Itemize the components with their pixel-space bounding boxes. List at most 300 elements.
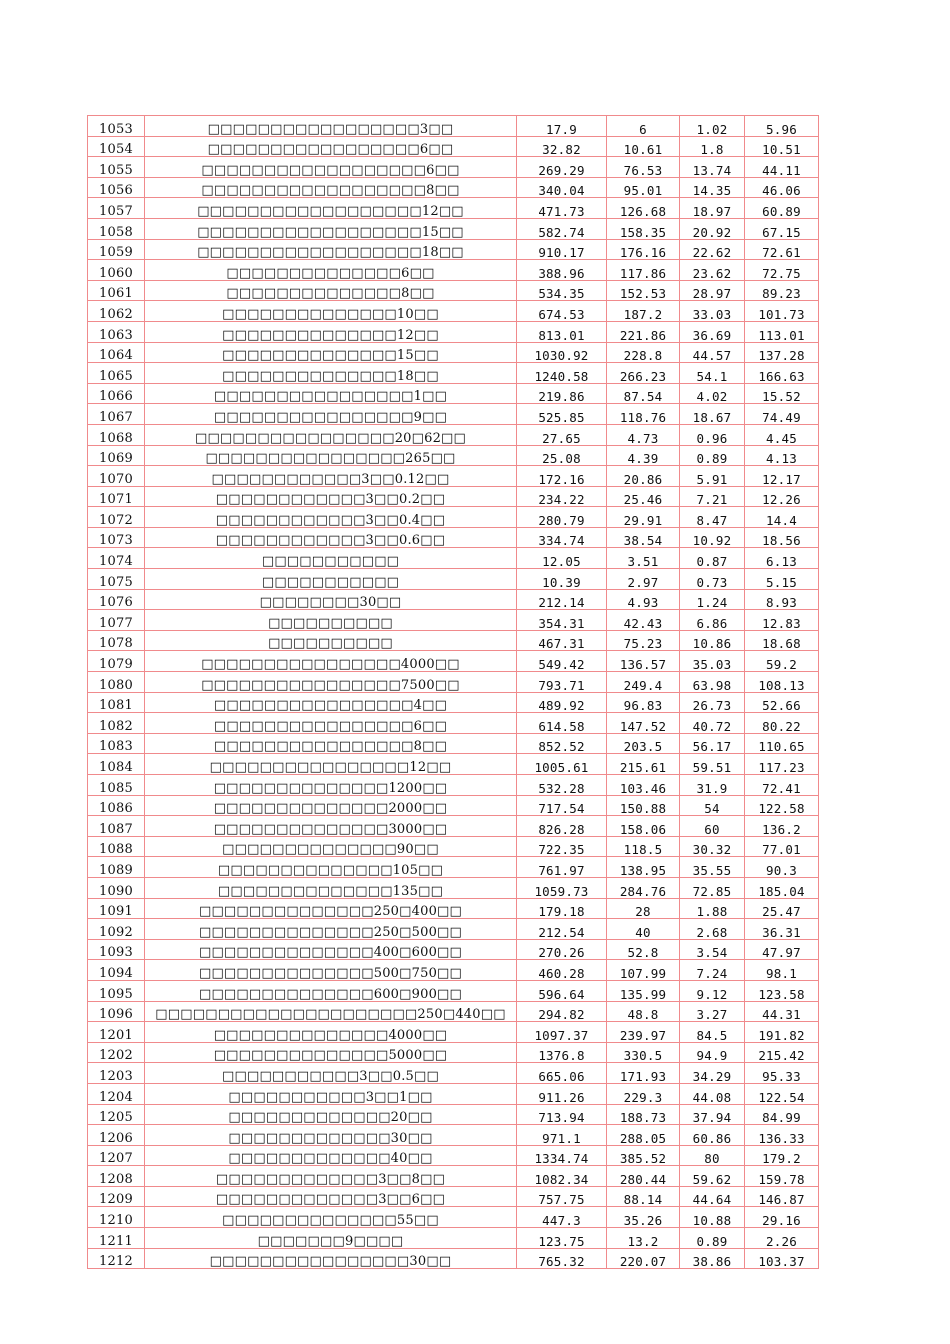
cell-value-2: 75.23 — [607, 630, 680, 651]
table-row — [88, 775, 819, 796]
table-row — [88, 754, 819, 775]
cell-description: □□□□□□□□□□□□□□□□□□15□□ — [145, 218, 517, 239]
cell-code: 1068 — [88, 424, 145, 445]
cell-description: □□□□□□□□□□□□□□□□8□□ — [145, 733, 517, 754]
cell-description: □□□□□□□□□□□□□□□□6□□ — [145, 713, 517, 734]
cell-code: 1088 — [88, 836, 145, 857]
table-row — [88, 836, 819, 857]
table-row — [88, 1001, 819, 1022]
cell-value-2: 107.99 — [607, 960, 680, 981]
cell-value-2: 88.14 — [607, 1186, 680, 1207]
cell-value-4: 166.63 — [745, 363, 819, 384]
cell-value-4: 185.04 — [745, 877, 819, 898]
table-row — [88, 424, 819, 445]
cell-description: □□□□□□□□□□□□□□12□□ — [145, 321, 517, 342]
cell-value-2: 284.76 — [607, 877, 680, 898]
cell-code: 1086 — [88, 795, 145, 816]
table-row — [88, 610, 819, 631]
cell-value-4: 12.83 — [745, 610, 819, 631]
cell-value-4: 90.3 — [745, 857, 819, 878]
table-row — [88, 218, 819, 239]
cell-description: □□□□□□□□□□□□□□250□500□□ — [145, 919, 517, 940]
cell-value-4: 18.68 — [745, 630, 819, 651]
cell-description: □□□□□□□□□□□□□□400□600□□ — [145, 939, 517, 960]
cell-value-1: 722.35 — [517, 836, 607, 857]
cell-code: 1067 — [88, 404, 145, 425]
cell-value-2: 6 — [607, 116, 680, 137]
cell-description: □□□□□□□□□□□□□□□□□6□□ — [145, 136, 517, 157]
table-row — [88, 363, 819, 384]
table-row — [88, 1104, 819, 1125]
cell-value-3: 36.69 — [680, 321, 745, 342]
cell-value-3: 10.86 — [680, 630, 745, 651]
cell-code: 1210 — [88, 1207, 145, 1228]
cell-value-2: 135.99 — [607, 980, 680, 1001]
cell-description: □□□□□□□□□□□□□□105□□ — [145, 857, 517, 878]
cell-value-3: 84.5 — [680, 1022, 745, 1043]
cell-value-4: 46.06 — [745, 177, 819, 198]
cell-value-3: 59.51 — [680, 754, 745, 775]
cell-description: □□□□□□□□□□□□□20□□ — [145, 1104, 517, 1125]
table-row — [88, 816, 819, 837]
table-row — [88, 1042, 819, 1063]
table-row — [88, 1125, 819, 1146]
cell-value-3: 6.86 — [680, 610, 745, 631]
cell-description: □□□□□□□□□□□□3□□0.4□□ — [145, 507, 517, 528]
table-row — [88, 280, 819, 301]
cell-value-4: 2.26 — [745, 1228, 819, 1249]
table-row — [88, 692, 819, 713]
cell-value-3: 14.35 — [680, 177, 745, 198]
cell-value-4: 67.15 — [745, 218, 819, 239]
cell-description: □□□□□□□□□□□ — [145, 569, 517, 590]
cell-value-2: 288.05 — [607, 1125, 680, 1146]
table-row — [88, 342, 819, 363]
cell-value-4: 15.52 — [745, 383, 819, 404]
cell-description: □□□□□□□□□□□□□□□□□□18□□ — [145, 239, 517, 260]
cell-code: 1062 — [88, 301, 145, 322]
cell-value-4: 4.45 — [745, 424, 819, 445]
cell-description: □□□□□□□□□□□□□□□□30□□ — [145, 1248, 517, 1269]
cell-value-1: 388.96 — [517, 260, 607, 281]
cell-value-1: 532.28 — [517, 775, 607, 796]
cell-value-1: 17.9 — [517, 116, 607, 137]
cell-value-4: 44.11 — [745, 157, 819, 178]
cell-value-1: 713.94 — [517, 1104, 607, 1125]
cell-value-3: 1.88 — [680, 898, 745, 919]
cell-value-2: 158.35 — [607, 218, 680, 239]
cell-value-2: 38.54 — [607, 527, 680, 548]
cell-value-4: 5.96 — [745, 116, 819, 137]
cell-code: 1096 — [88, 1001, 145, 1022]
cell-description: □□□□□□□□□□□□□□□□□□□□□250□440□□ — [145, 1001, 517, 1022]
cell-value-1: 467.31 — [517, 630, 607, 651]
cell-value-4: 77.01 — [745, 836, 819, 857]
cell-value-4: 12.26 — [745, 486, 819, 507]
cell-value-2: 171.93 — [607, 1063, 680, 1084]
cell-description: □□□□□□□□□□□□□□250□400□□ — [145, 898, 517, 919]
cell-value-1: 674.53 — [517, 301, 607, 322]
cell-code: 1061 — [88, 280, 145, 301]
cell-value-4: 215.42 — [745, 1042, 819, 1063]
table-row — [88, 383, 819, 404]
cell-value-4: 122.58 — [745, 795, 819, 816]
cell-value-3: 0.96 — [680, 424, 745, 445]
cell-value-4: 89.23 — [745, 280, 819, 301]
cell-value-2: 103.46 — [607, 775, 680, 796]
cell-value-3: 60.86 — [680, 1125, 745, 1146]
cell-value-3: 10.88 — [680, 1207, 745, 1228]
cell-value-3: 7.24 — [680, 960, 745, 981]
cell-value-4: 122.54 — [745, 1083, 819, 1104]
cell-description: □□□□□□□□□□□□□□□□4000□□ — [145, 651, 517, 672]
table-row — [88, 589, 819, 610]
cell-description: □□□□□□□□□□□□□□2000□□ — [145, 795, 517, 816]
cell-description: □□□□□□□□□□ — [145, 610, 517, 631]
cell-description: □□□□□□□□□□□□□□□□□□12□□ — [145, 198, 517, 219]
cell-value-1: 334.74 — [517, 527, 607, 548]
cell-value-3: 40.72 — [680, 713, 745, 734]
cell-value-1: 179.18 — [517, 898, 607, 919]
cell-code: 1209 — [88, 1186, 145, 1207]
cell-code: 1080 — [88, 672, 145, 693]
cell-value-4: 108.13 — [745, 672, 819, 693]
cell-value-1: 911.26 — [517, 1083, 607, 1104]
cell-description: □□□□□□□□□□□□□□135□□ — [145, 877, 517, 898]
cell-value-3: 0.89 — [680, 1228, 745, 1249]
cell-value-1: 25.08 — [517, 445, 607, 466]
cell-description: □□□□□□□□□□□□□□55□□ — [145, 1207, 517, 1228]
cell-value-4: 47.97 — [745, 939, 819, 960]
cell-value-4: 136.2 — [745, 816, 819, 837]
cell-value-1: 582.74 — [517, 218, 607, 239]
cell-value-1: 269.29 — [517, 157, 607, 178]
cell-value-3: 7.21 — [680, 486, 745, 507]
cell-code: 1057 — [88, 198, 145, 219]
cell-description: □□□□□□□□□□□□□□18□□ — [145, 363, 517, 384]
table-row — [88, 157, 819, 178]
cell-description: □□□□□□□□□□□□□□6□□ — [145, 260, 517, 281]
cell-value-2: 20.86 — [607, 466, 680, 487]
cell-value-1: 27.65 — [517, 424, 607, 445]
table-row — [88, 239, 819, 260]
cell-value-2: 28 — [607, 898, 680, 919]
cell-value-3: 20.92 — [680, 218, 745, 239]
cell-value-4: 60.89 — [745, 198, 819, 219]
table-row — [88, 548, 819, 569]
cell-description: □□□□□□□□□□□□□□□□9□□ — [145, 404, 517, 425]
cell-value-4: 95.33 — [745, 1063, 819, 1084]
table-row — [88, 733, 819, 754]
cell-value-4: 6.13 — [745, 548, 819, 569]
cell-value-3: 8.47 — [680, 507, 745, 528]
table-row — [88, 713, 819, 734]
table-body — [88, 116, 819, 1269]
cell-value-1: 1030.92 — [517, 342, 607, 363]
table-row — [88, 939, 819, 960]
cell-code: 1073 — [88, 527, 145, 548]
cell-value-3: 44.64 — [680, 1186, 745, 1207]
cell-value-1: 234.22 — [517, 486, 607, 507]
cell-value-3: 37.94 — [680, 1104, 745, 1125]
cell-value-2: 29.91 — [607, 507, 680, 528]
cell-value-1: 489.92 — [517, 692, 607, 713]
cell-code: 1081 — [88, 692, 145, 713]
cell-code: 1211 — [88, 1228, 145, 1249]
cell-description: □□□□□□□□30□□ — [145, 589, 517, 610]
cell-value-2: 118.76 — [607, 404, 680, 425]
cell-description: □□□□□□□□□□□□□□□□1□□ — [145, 383, 517, 404]
cell-description: □□□□□□□□□□□□□□□□265□□ — [145, 445, 517, 466]
cell-value-1: 340.04 — [517, 177, 607, 198]
cell-code: 1082 — [88, 713, 145, 734]
cell-value-3: 60 — [680, 816, 745, 837]
cell-code: 1095 — [88, 980, 145, 1001]
cell-value-1: 12.05 — [517, 548, 607, 569]
cell-value-3: 54.1 — [680, 363, 745, 384]
table-row — [88, 1022, 819, 1043]
cell-value-3: 0.89 — [680, 445, 745, 466]
cell-value-2: 2.97 — [607, 569, 680, 590]
cell-value-2: 138.95 — [607, 857, 680, 878]
cell-value-4: 72.75 — [745, 260, 819, 281]
cell-code: 1060 — [88, 260, 145, 281]
cell-value-2: 215.61 — [607, 754, 680, 775]
cell-code: 1201 — [88, 1022, 145, 1043]
cell-value-2: 239.97 — [607, 1022, 680, 1043]
cell-value-2: 152.53 — [607, 280, 680, 301]
cell-value-1: 219.86 — [517, 383, 607, 404]
cell-description: □□□□□□□□□□□□□□□□20□62□□ — [145, 424, 517, 445]
cell-value-4: 110.65 — [745, 733, 819, 754]
cell-value-3: 56.17 — [680, 733, 745, 754]
cell-value-3: 80 — [680, 1145, 745, 1166]
cell-value-1: 534.35 — [517, 280, 607, 301]
cell-value-3: 59.62 — [680, 1166, 745, 1187]
cell-value-2: 13.2 — [607, 1228, 680, 1249]
cell-value-1: 717.54 — [517, 795, 607, 816]
cell-value-2: 40 — [607, 919, 680, 940]
cell-value-4: 72.61 — [745, 239, 819, 260]
table-row — [88, 260, 819, 281]
cell-value-2: 228.8 — [607, 342, 680, 363]
cell-value-2: 150.88 — [607, 795, 680, 816]
cell-value-3: 31.9 — [680, 775, 745, 796]
cell-code: 1085 — [88, 775, 145, 796]
cell-code: 1059 — [88, 239, 145, 260]
cell-value-2: 249.4 — [607, 672, 680, 693]
cell-value-3: 23.62 — [680, 260, 745, 281]
cell-code: 1065 — [88, 363, 145, 384]
cell-value-3: 94.9 — [680, 1042, 745, 1063]
cell-description: □□□□□□□□□□□□□□3000□□ — [145, 816, 517, 837]
cell-value-2: 187.2 — [607, 301, 680, 322]
cell-value-4: 14.4 — [745, 507, 819, 528]
cell-value-2: 52.8 — [607, 939, 680, 960]
cell-value-3: 63.98 — [680, 672, 745, 693]
cell-value-4: 74.49 — [745, 404, 819, 425]
cell-code: 1066 — [88, 383, 145, 404]
cell-description: □□□□□□□□□□□□□□□□7500□□ — [145, 672, 517, 693]
cell-value-2: 280.44 — [607, 1166, 680, 1187]
cell-code: 1074 — [88, 548, 145, 569]
cell-code: 1207 — [88, 1145, 145, 1166]
cell-description: □□□□□□□□□□□□□□□□□□8□□ — [145, 177, 517, 198]
cell-value-4: 52.66 — [745, 692, 819, 713]
cell-code: 1078 — [88, 630, 145, 651]
cell-description: □□□□□□□□□□□3□□0.5□□ — [145, 1063, 517, 1084]
cell-value-1: 761.97 — [517, 857, 607, 878]
cell-description: □□□□□□□□□□□□□□□□12□□ — [145, 754, 517, 775]
cell-value-1: 765.32 — [517, 1248, 607, 1269]
cell-value-2: 158.06 — [607, 816, 680, 837]
cell-value-2: 96.83 — [607, 692, 680, 713]
table-row — [88, 301, 819, 322]
cell-description: □□□□□□□□□□□3□□1□□ — [145, 1083, 517, 1104]
cell-value-2: 48.8 — [607, 1001, 680, 1022]
cell-value-3: 44.57 — [680, 342, 745, 363]
table-row — [88, 466, 819, 487]
cell-value-4: 72.41 — [745, 775, 819, 796]
cell-description: □□□□□□□□□□□ — [145, 548, 517, 569]
cell-code: 1077 — [88, 610, 145, 631]
cell-value-4: 25.47 — [745, 898, 819, 919]
cell-code: 1206 — [88, 1125, 145, 1146]
cell-value-3: 13.74 — [680, 157, 745, 178]
cell-description: □□□□□□□□□□□□□□8□□ — [145, 280, 517, 301]
table-row — [88, 651, 819, 672]
table-row — [88, 630, 819, 651]
cell-code: 1054 — [88, 136, 145, 157]
cell-code: 1083 — [88, 733, 145, 754]
cell-value-4: 191.82 — [745, 1022, 819, 1043]
cell-value-4: 59.2 — [745, 651, 819, 672]
cell-value-2: 95.01 — [607, 177, 680, 198]
cell-value-1: 826.28 — [517, 816, 607, 837]
cell-value-4: 80.22 — [745, 713, 819, 734]
cell-code: 1075 — [88, 569, 145, 590]
cell-value-2: 229.3 — [607, 1083, 680, 1104]
cell-code: 1204 — [88, 1083, 145, 1104]
cell-description: □□□□□□□□□□□□□□500□750□□ — [145, 960, 517, 981]
cell-description: □□□□□□□□□□□□□□600□900□□ — [145, 980, 517, 1001]
cell-value-1: 813.01 — [517, 321, 607, 342]
table-row — [88, 1063, 819, 1084]
cell-code: 1212 — [88, 1248, 145, 1269]
cell-value-3: 33.03 — [680, 301, 745, 322]
cell-code: 1053 — [88, 116, 145, 137]
table-row — [88, 116, 819, 137]
cell-value-3: 35.03 — [680, 651, 745, 672]
cell-value-1: 123.75 — [517, 1228, 607, 1249]
cell-value-3: 26.73 — [680, 692, 745, 713]
cell-value-4: 5.15 — [745, 569, 819, 590]
cell-value-2: 4.39 — [607, 445, 680, 466]
cell-value-4: 103.37 — [745, 1248, 819, 1269]
cell-value-1: 910.17 — [517, 239, 607, 260]
cell-description: □□□□□□□□□□□□□30□□ — [145, 1125, 517, 1146]
cell-value-3: 1.02 — [680, 116, 745, 137]
cell-value-4: 98.1 — [745, 960, 819, 981]
cell-value-1: 1240.58 — [517, 363, 607, 384]
cell-code: 1063 — [88, 321, 145, 342]
cell-value-4: 123.58 — [745, 980, 819, 1001]
cell-value-1: 793.71 — [517, 672, 607, 693]
cell-value-3: 5.91 — [680, 466, 745, 487]
cell-value-4: 12.17 — [745, 466, 819, 487]
table-row — [88, 507, 819, 528]
cell-value-3: 4.02 — [680, 383, 745, 404]
cell-code: 1208 — [88, 1166, 145, 1187]
table-row — [88, 795, 819, 816]
cell-value-3: 1.24 — [680, 589, 745, 610]
table-row — [88, 960, 819, 981]
table-row — [88, 1145, 819, 1166]
cell-value-4: 136.33 — [745, 1125, 819, 1146]
cell-value-1: 1097.37 — [517, 1022, 607, 1043]
cell-description: □□□□□□□□□□□□□□□□4□□ — [145, 692, 517, 713]
cell-value-2: 25.46 — [607, 486, 680, 507]
table-row — [88, 1166, 819, 1187]
cell-description: □□□□□□□□□□□□□40□□ — [145, 1145, 517, 1166]
cell-value-1: 354.31 — [517, 610, 607, 631]
cell-value-2: 188.73 — [607, 1104, 680, 1125]
cell-value-3: 0.87 — [680, 548, 745, 569]
table-row — [88, 445, 819, 466]
cell-value-3: 0.73 — [680, 569, 745, 590]
cell-value-1: 525.85 — [517, 404, 607, 425]
cell-value-1: 212.14 — [517, 589, 607, 610]
cell-value-3: 38.86 — [680, 1248, 745, 1269]
cell-value-3: 34.29 — [680, 1063, 745, 1084]
cell-value-2: 266.23 — [607, 363, 680, 384]
cell-code: 1056 — [88, 177, 145, 198]
cell-value-1: 1005.61 — [517, 754, 607, 775]
cell-value-4: 29.16 — [745, 1207, 819, 1228]
cell-value-3: 1.8 — [680, 136, 745, 157]
price-table — [87, 115, 819, 1269]
cell-code: 1092 — [88, 919, 145, 940]
cell-value-2: 87.54 — [607, 383, 680, 404]
cell-value-4: 10.51 — [745, 136, 819, 157]
cell-code: 1202 — [88, 1042, 145, 1063]
cell-value-3: 18.97 — [680, 198, 745, 219]
cell-value-1: 280.79 — [517, 507, 607, 528]
cell-value-2: 10.61 — [607, 136, 680, 157]
cell-value-1: 1376.8 — [517, 1042, 607, 1063]
cell-value-3: 9.12 — [680, 980, 745, 1001]
cell-description: □□□□□□□□□□□□□□15□□ — [145, 342, 517, 363]
table-row — [88, 569, 819, 590]
cell-value-2: 4.93 — [607, 589, 680, 610]
table-row — [88, 177, 819, 198]
cell-code: 1079 — [88, 651, 145, 672]
cell-value-2: 203.5 — [607, 733, 680, 754]
table-row — [88, 527, 819, 548]
cell-description: □□□□□□□□□□□□□3□□8□□ — [145, 1166, 517, 1187]
cell-value-4: 179.2 — [745, 1145, 819, 1166]
cell-value-2: 3.51 — [607, 548, 680, 569]
table-row — [88, 404, 819, 425]
cell-value-1: 971.1 — [517, 1125, 607, 1146]
table-row — [88, 1248, 819, 1269]
cell-value-4: 44.31 — [745, 1001, 819, 1022]
table-row — [88, 486, 819, 507]
cell-value-1: 212.54 — [517, 919, 607, 940]
cell-value-2: 330.5 — [607, 1042, 680, 1063]
table-row — [88, 877, 819, 898]
cell-value-2: 35.26 — [607, 1207, 680, 1228]
